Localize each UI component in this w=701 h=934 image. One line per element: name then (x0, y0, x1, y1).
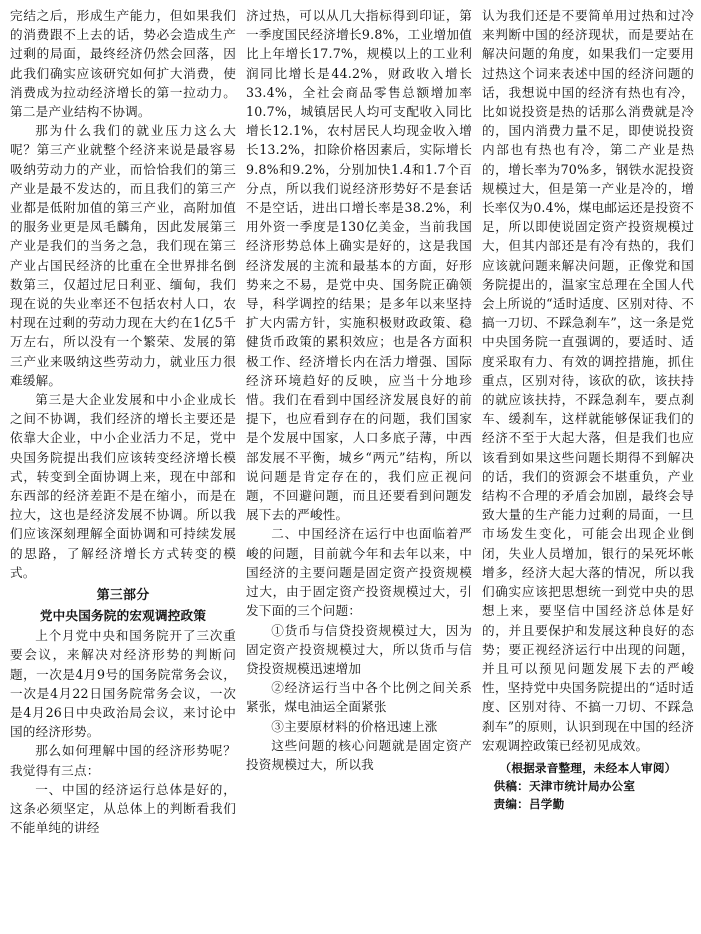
list-item: ①货币与信贷投资规模过大，因为固定资产投资规模过大，所以货币与信贷投资规模迅速增加 (246, 622, 472, 676)
editor-credit: 责编：吕学勤 (493, 796, 565, 811)
column-2 (246, 6, 472, 774)
section-number: 第三部分 (96, 588, 150, 604)
paragraph: 济过热，可以从几大指标得到印证，第一季度国民经济增长9.8%，工业增加值比上年增长17.7%，规模以上的工业利润同比增长是44.2%，财政收入增长33.4%，全社会商品零售总额增加率10.7%，城镇居民人均可支配收入同比增长12.1%，农村居民人均现金收入增长13.2%，扣除价格因素后，实际增长9.8%和9.2%，分别加快1.4和1.7个百分点，所以我们说经济形势好不是套话不是空话，进出口增长率是38.2%，利用外资一季度是130亿美金，当前我国经济形势总体上确实是好的，这是我国经济发展的主流和最基本的方面，好形势来之不易，是党中央、国务院正确领导，科学调控的结果；是多年以来坚持扩大内需方针，实施积极财政政策、稳健货币政策的累积效应；也是各方面积极工作、经济增长内在活力增强、国际经济环境趋好的反映，应当十分地珍惜。我们在看到中国经济发展良好的前提下，也应看到存在的问题，我们国家是个发展中国家，人口多底子薄，中西部发展不平衡，城乡“两元”结构，所以说问题是肯定存在的，我们应正视问题，不回避问题，而且还要看到问题发展下去的严峻性。 (246, 8, 472, 523)
source-note: （根据录音整理，未经本人审阅） (499, 760, 677, 775)
paragraph: 第三是大企业发展和中小企业成长之间不协调，我们经济的增长主要还是依靠大企业，中小企业活力不足，党中央国务院提出我们应该转变经济增长模式，转变到全面协调上来，现在中部和东西部的经济差距不是在缩小，而是在拉大，这也是经济发展不协调。所以我们应该深刻理解全面协调和可持续发展的思路，了解经济增长方式转变的模式。 (10, 392, 236, 580)
provider-credit: 供稿：天津市统计局办公室 (493, 778, 636, 793)
paragraph: 那为什么我们的就业压力这么大呢？第三产业就整个经济来说是最容易吸纳劳动力的产业，而恰恰我们的第三产业是最不发达的，而且我们的第三产业都是低附加值的第三产业，高附加值的服务业更是凤毛麟角，因此发展第三产业是我们的当务之急，我们现在第三产业占国民经济的比重在全世界排名倒数第三，仅超过尼日利亚、缅甸，我们现在说的失业率还不包括农村人口，农村现在过剩的劳动力现在大约在1亿5千万左右，所以没有一个繁荣、发展的第三产业来吸纳这些劳动力，就业压力很难缓解。 (10, 123, 236, 388)
paragraph: 认为我们还是不要简单用过热和过冷来判断中国的经济现状，而是要站在解决问题的角度，如果我们一定要用过热这个词来表述中国的经济问题的话，我想说中国的经济有热也有冷，比如说投资是热的话那么消费就是冷的，国内消费力量不足，即使说投资内部也有热也有冷，第二产业是热的，增长率为70%多，钢铁水泥投资规模过大，但是第一产业是冷的，增长率仅为0.4%，煤电邮运还是投资不足，所以即使说固定资产投资规模过大，但其内部还是有冷有热的，我们应该就问题来解决问题，正像党和国务院提出的，温家宝总理在全国人代会上所说的“适时适度、区别对待、不搞一刀切、不踩急刹车”，这一条是党中央国务院一直强调的，要适时、适度采取有力、有效的调控措施，抓住重点，区别对待，该砍的砍，该扶持的就应该扶持，不踩急刹车，要点刹车、缓刹车，这样就能够保证我们的经济不至于大起大落，但是我们也应该看到如果这些问题长期得不到解决的话，我们的资源会不堪重负，产业结构不合理的矛盾会加剧，最终会导致大量的生产能力过剩的局面，一旦市场发生变化，可能会出现企业倒闭，失业人员增加，银行的呆死坏帐增多，经济大起大落的情况，所以我们确实应该把思想统一到党中央的思想上来，要坚信中国经济总体是好的，并且要保护和发展这种良好的态势；要正视经济运行中出现的问题，并且可以预见问题发展下去的严峻性，坚持党中央国务院提出的“适时适度、区别对待、不搞一刀切、不踩急刹车”的原则，认识到现在中国的经济宏观调控政策已经初见成效。 (482, 8, 694, 753)
list-item: ③主要原材料的价格迅速上涨 (271, 718, 438, 734)
column-1 (10, 6, 236, 837)
paragraph: 这些问题的核心问题就是固定资产投资规模过大，所以我 (246, 737, 472, 772)
column-3 (482, 6, 694, 813)
paragraph: 完结之后，形成生产能力，但如果我们的消费跟不上去的话，势必会造成生产过剩的局面，最终经济仍然会回落，因此我们确实应该研究如何扩大消费，使消费成为拉动经济增长的第一拉动力。第二是产业结构不协调。 (10, 8, 236, 120)
section-title: 党中央国务院的宏观调控政策 (39, 608, 207, 624)
paragraph: 一、中国的经济运行总体是好的，这条必须坚定，从总体上的判断看我们不能单纯的讲经 (10, 781, 236, 836)
list-item: ②经济运行当中各个比例之间关系紧张，煤电油运全面紧张 (246, 680, 472, 715)
paragraph: 二、中国经济在运行中也面临着严峻的问题，目前就今年和去年以来，中国经济的主要问题是固定资产投资规模过大，由于固定资产投资规模过大，引发下面的三个问题： (246, 526, 472, 619)
paragraph: 上个月党中央和国务院开了三次重要会议，来解决对经济形势的判断问题，一次是4月9号的国务院常务会议，一次是4月22日国务院常务会议，一次是4月26日中央政治局会议，来讨论中国的经济形势。 (10, 628, 236, 740)
paragraph: 那么如何理解中国的经济形势呢？我觉得有三点： (10, 743, 236, 778)
